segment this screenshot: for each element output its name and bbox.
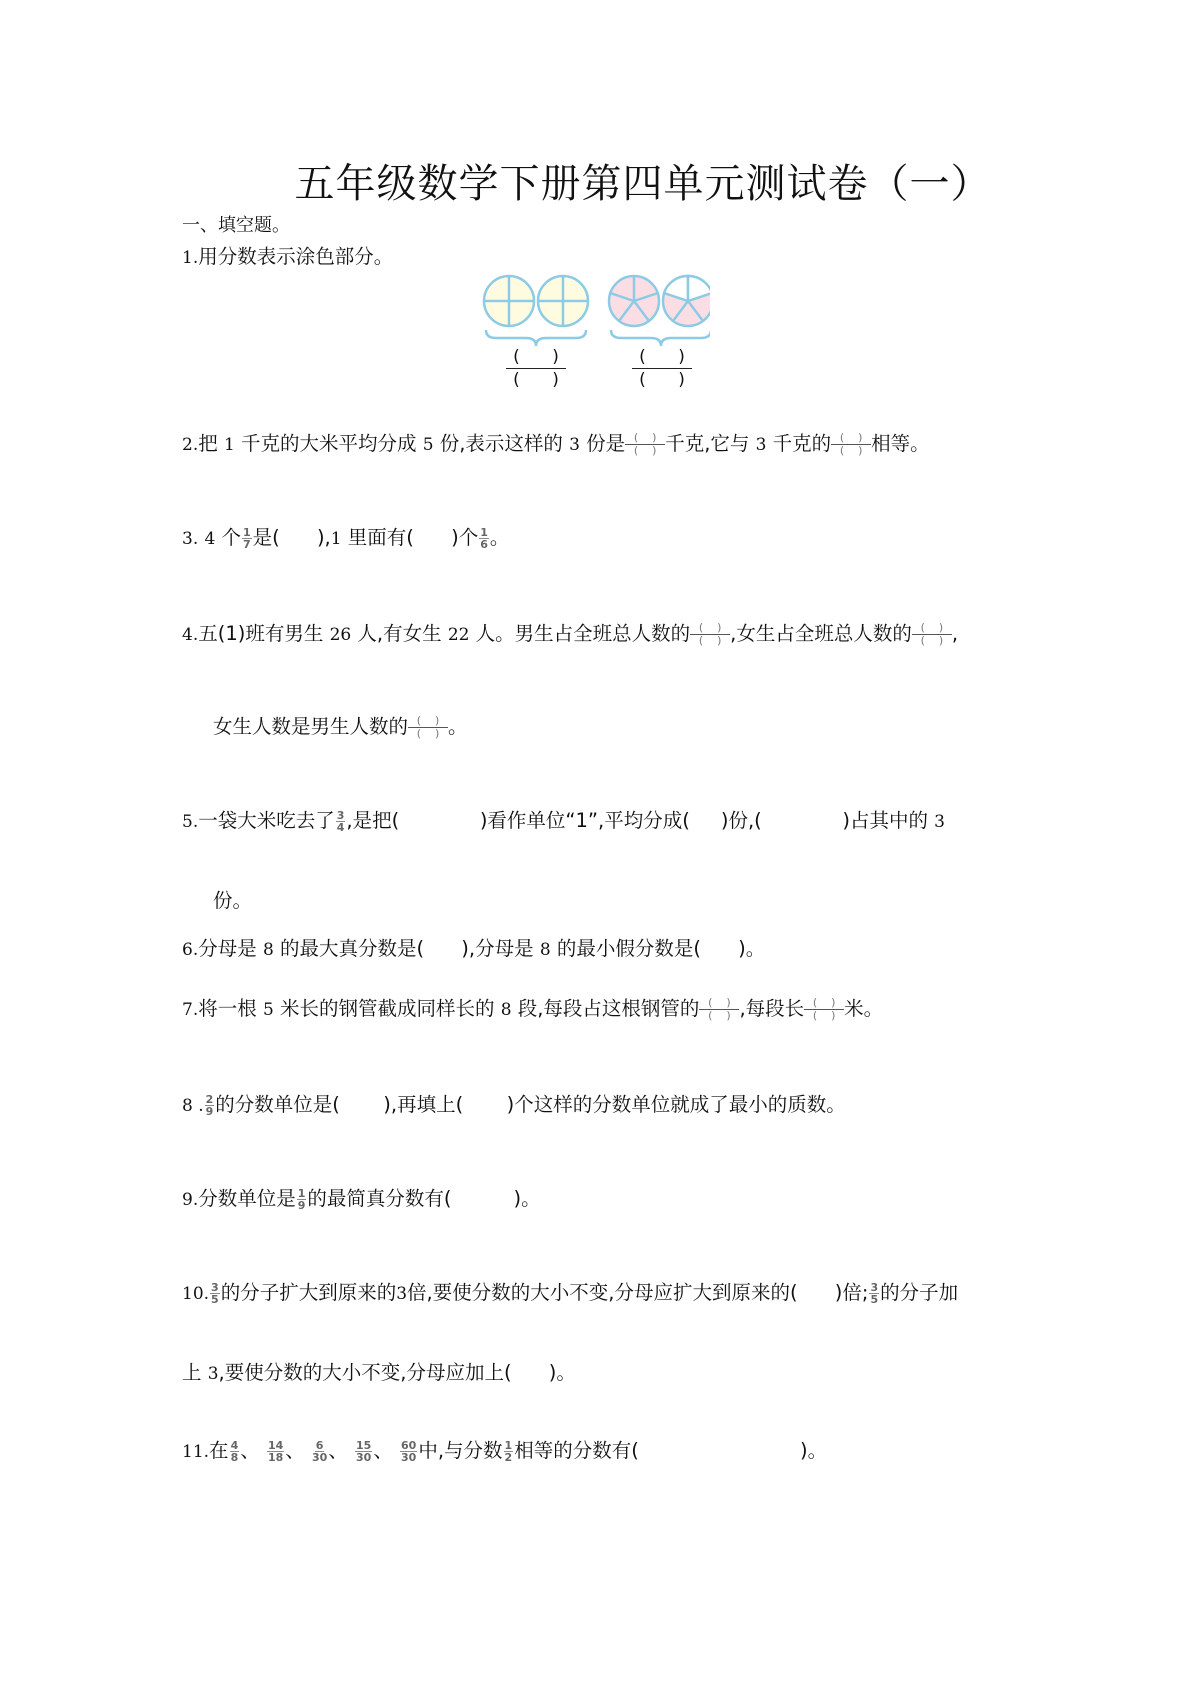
blank-fraction[interactable] [804,997,844,1022]
answer-blank[interactable] [414,526,451,549]
text: )。 [548,1361,576,1384]
separator: 、 [373,1439,393,1462]
numerator: 1 [504,1439,513,1452]
denominator: ( ) [812,1009,836,1022]
fraction [267,1440,284,1463]
question-6 [182,934,765,965]
fraction [242,527,252,550]
text: 人,有女生 [357,622,442,645]
denominator: ( ) [920,634,944,647]
text: 的分子加 [880,1281,959,1304]
blank-fraction[interactable] [690,622,730,647]
numerator: 15 [356,1439,372,1452]
answer-blank[interactable] [762,809,843,832]
question-number: 1. [182,248,199,268]
brace-1 [486,330,586,346]
number: 1 [223,435,235,455]
fraction [205,1094,215,1117]
separator: 、 [328,1439,348,1462]
numerator: ( ) [804,997,844,1010]
answer-blank[interactable] [463,1093,506,1116]
denominator: 9 [297,1199,306,1212]
text: 分数单位是 [198,1187,296,1210]
numerator: 1 [480,526,488,539]
text: 相等的分数有( [514,1439,639,1462]
text: 倍,要使分数的大小不变,分母应扩大到原来的( [407,1281,798,1304]
answer-blank[interactable] [340,1093,383,1116]
text: )个 [451,526,479,549]
number: 3 [934,812,945,832]
question-4-continued [213,712,468,742]
question-3 [182,523,509,554]
blank-numerator: ( ) [625,432,665,445]
blank-fraction[interactable] [699,997,739,1022]
question-number: 8 . [182,1096,204,1116]
question-number: 10. [182,1284,210,1304]
text: 一袋大米吃去了 [198,809,335,832]
text: 上 [182,1361,202,1384]
text: 分母是 [198,937,257,960]
text: 千克的 [772,432,832,455]
text: 。 [489,526,510,549]
section-heading: 一、填空题。 [182,215,290,236]
separator: 、 [285,1439,305,1462]
text: 的分子扩大到原来的 [220,1281,397,1304]
pink-circles [609,276,710,346]
number: 26 [329,625,352,645]
blank-numerator: ( ) [632,346,692,369]
denominator: 2 [504,1451,513,1464]
text: )。 [738,937,766,960]
separator: 、 [240,1439,260,1462]
text: 在 [209,1439,229,1462]
number: 3 [207,1364,219,1384]
fraction [355,1440,372,1463]
numerator: 2 [205,1093,214,1106]
text: 中,与分数 [418,1439,503,1462]
answer-blank[interactable] [280,526,317,549]
text: ), [316,526,331,549]
numerator: 3 [336,809,345,822]
answer-blank[interactable] [452,1187,514,1210]
text: )个这样的分数单位就成了最小的质数。 [506,1093,846,1116]
text: 段,每段占这根钢管的 [517,997,700,1020]
text: 个 [221,526,241,549]
text: )。 [799,1439,828,1462]
text: 把 [198,432,218,455]
blank-fraction[interactable] [408,715,448,740]
text: ,要使分数的大小不变,分母应加上( [218,1361,512,1384]
text: 米长的钢管截成同样长的 [279,997,495,1020]
denominator: 30 [401,1451,417,1464]
question-9 [182,1184,541,1215]
blank-numerator: ( ) [831,432,871,445]
number: 3 [396,1284,408,1304]
numerator: 4 [230,1439,239,1452]
text: 。 [448,715,468,738]
text: ,女生占全班总人数的 [730,622,912,645]
numerator: 1 [242,526,251,539]
denominator: ( ) [698,634,722,647]
question-8 [182,1090,846,1121]
text: 份,表示这样的 [439,432,563,455]
question-number: 9. [182,1190,199,1210]
blank-denominator: ( ) [839,444,863,457]
question-text: 用分数表示涂色部分。 [198,245,394,268]
text: 份是 [586,432,626,455]
number: 5 [262,1000,274,1020]
denominator: 4 [336,821,345,834]
denominator: 18 [267,1451,284,1464]
text: 千克,它与 [665,432,750,455]
text: 千克的大米平均分成 [240,432,417,455]
denominator: ( ) [708,1009,731,1022]
number: 8 [262,940,274,960]
text: ),再填上( [383,1093,464,1116]
text: 的分数单位是( [215,1093,340,1116]
brace-2 [611,330,710,346]
text: 米。 [844,997,884,1020]
number: 3 [569,435,580,455]
answer-blank[interactable] [639,1439,800,1462]
text: 的最小假分数是( [556,937,701,960]
text: 人。男生占全班总人数的 [475,622,691,645]
blank-fraction[interactable] [625,432,665,457]
denominator: 5 [211,1293,219,1306]
question-1 [182,242,393,273]
text: 五(1)班有男生 [198,622,324,645]
fraction [400,1440,417,1463]
denominator: 7 [242,538,251,551]
text: 是( [252,526,280,549]
numerator: 60 [401,1439,417,1452]
numerator: ( ) [690,622,730,635]
question-2 [182,429,930,460]
number: 8 [539,940,551,960]
answer-blank[interactable] [798,1281,835,1304]
answer-blank[interactable] [512,1361,549,1384]
answer-fraction-2[interactable] [632,346,692,391]
numerator: 14 [267,1439,284,1452]
page-title: 五年级数学下册第四单元测试卷（一） [294,161,992,207]
numerator: 3 [870,1281,879,1294]
question-number: 4. [182,625,199,645]
question-number: 5. [182,812,199,832]
number: 1 [330,529,342,549]
fraction [210,1282,220,1305]
blank-denominator: ( ) [513,370,559,390]
blank-fraction[interactable] [912,622,952,647]
text: 将一根 [198,997,257,1020]
denominator: 6 [480,538,488,551]
numerator: ( ) [408,715,448,728]
numerator: 3 [211,1281,219,1294]
denominator: 5 [870,1293,879,1306]
question-5 [182,806,945,837]
number: 22 [447,625,470,645]
text: )份,( [720,809,762,832]
blank-denominator: ( ) [633,444,657,457]
fraction [297,1188,307,1211]
fraction [479,527,489,550]
answer-blank[interactable] [399,809,480,832]
denominator: 9 [205,1105,214,1118]
numerator: ( ) [912,622,952,635]
fraction-figure [470,270,710,394]
text: ,每段长 [739,997,805,1020]
question-number: 6. [182,940,199,960]
question-5-continued: 份。 [213,889,253,912]
text: )看作单位“1”,平均分成( [479,809,690,832]
answer-blank[interactable] [690,809,721,832]
number: 5 [422,435,434,455]
question-7 [182,994,883,1025]
denominator: 8 [230,1451,239,1464]
text: ),分母是 [461,937,534,960]
fraction [504,1440,514,1463]
text: 相等。 [871,432,930,455]
text: 的最大真分数是( [279,937,425,960]
text: 女生人数是男生人数的 [213,715,409,738]
number: 8 [500,1000,512,1020]
text: , [951,622,959,645]
numerator: 1 [297,1187,306,1200]
text: ,是把( [346,809,400,832]
text: 里面有( [347,526,414,549]
question-10-continued [182,1358,576,1389]
denominator: 30 [356,1451,372,1464]
fraction [230,1440,240,1463]
text: )占其中的 [842,809,928,832]
denominator: 30 [311,1451,328,1464]
fraction [312,1440,327,1463]
text: 的最简真分数有( [307,1187,452,1210]
blank-numerator: ( ) [506,346,566,369]
blank-denominator: ( ) [639,370,685,390]
question-10 [182,1278,958,1309]
answer-blank[interactable] [424,937,461,960]
yellow-circles [484,276,588,346]
denominator: ( ) [416,727,440,740]
question-number: 11. [182,1442,210,1462]
text: )倍; [834,1281,869,1304]
question-number: 3. [182,529,199,549]
blank-fraction[interactable] [831,432,871,457]
fraction [336,810,346,833]
question-11 [182,1436,827,1467]
answer-fraction-1[interactable] [506,346,566,391]
answer-blank[interactable] [701,937,738,960]
question-number: 7. [182,1000,199,1020]
question-4 [182,619,958,650]
text: )。 [513,1187,541,1210]
fraction [869,1282,879,1305]
numerator: ( ) [699,997,739,1010]
question-number: 2. [182,435,199,455]
numerator: 6 [315,1439,324,1452]
number: 3 [755,435,767,455]
number: 4 [204,529,216,549]
